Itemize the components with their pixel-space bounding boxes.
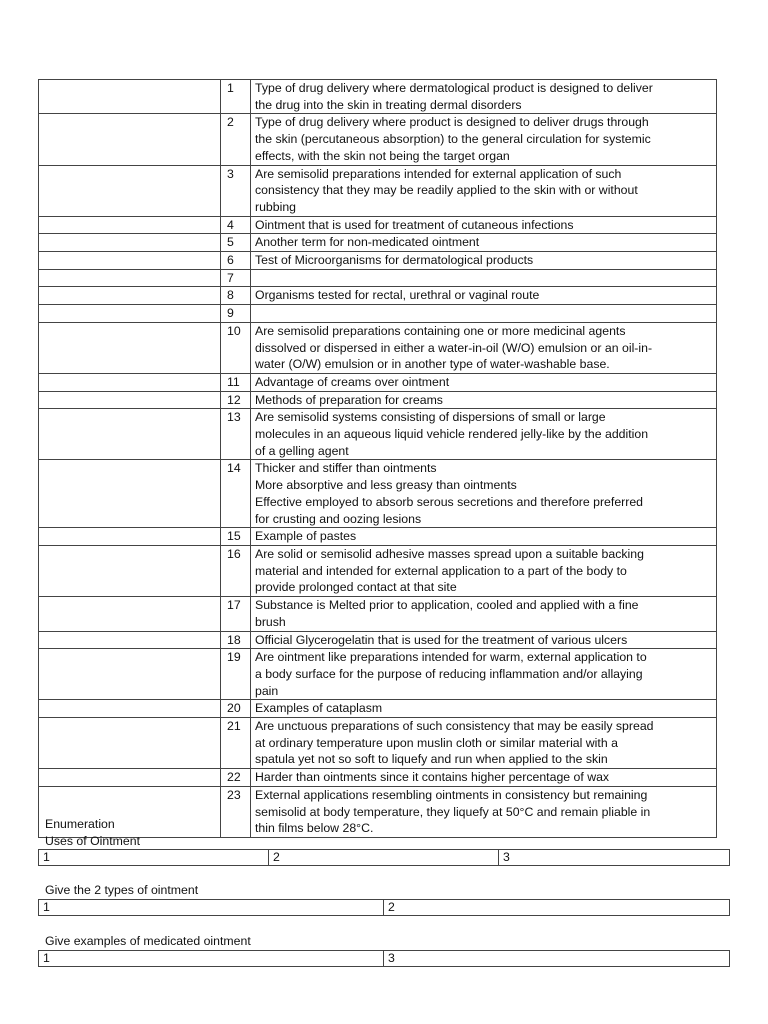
question-line: Organisms tested for rectal, urethral or vaginal route <box>255 288 540 303</box>
question-text <box>251 718 717 769</box>
question-line: Are ointment like preparations intended for warm, external application to <box>255 650 647 665</box>
medicated-ointment-label: Give examples of medicated ointment <box>45 934 251 948</box>
answer-cell[interactable]: 1 <box>39 900 384 916</box>
item-number: 9 <box>221 305 251 323</box>
table-row <box>39 951 730 967</box>
question-line: provide prolonged contact at that site <box>255 580 457 595</box>
table-row <box>39 850 730 866</box>
question-line: Another term for non-medicated ointment <box>255 235 480 250</box>
question-text <box>251 322 717 373</box>
question-line: pain <box>255 683 279 698</box>
question-text <box>251 409 717 460</box>
table-row <box>39 80 717 114</box>
question-line: consistency that they may be readily applied to the skin with or without <box>255 183 638 198</box>
question-line: Advantage of creams over ointment <box>255 374 450 389</box>
question-line: rubbing <box>255 199 297 214</box>
answer-cell[interactable] <box>39 234 221 252</box>
types-of-ointment-label: Give the 2 types of ointment <box>45 883 199 897</box>
question-line: Are unctuous preparations of such consistency that may be easily spread <box>255 719 654 734</box>
types-of-ointment-table <box>38 899 730 916</box>
table-row <box>39 216 717 234</box>
question-text <box>251 786 717 837</box>
question-line: Substance is Melted prior to application, cooled and applied with a fine <box>255 598 639 613</box>
answer-cell[interactable] <box>39 322 221 373</box>
question-line: Are solid or semisolid adhesive masses spread upon a suitable backing <box>255 546 644 561</box>
item-number: 6 <box>221 252 251 270</box>
table-row <box>39 597 717 631</box>
question-line: thin films below 28°C. <box>255 821 374 836</box>
table-row <box>39 900 730 916</box>
answer-cell[interactable] <box>39 373 221 391</box>
item-number: 19 <box>221 649 251 700</box>
question-line: for crusting and oozing lesions <box>255 511 422 526</box>
question-text <box>251 269 717 287</box>
answer-cell[interactable] <box>39 287 221 305</box>
table-row <box>39 391 717 409</box>
question-text <box>251 373 717 391</box>
table-row <box>39 631 717 649</box>
uses-of-ointment-table <box>38 849 730 866</box>
question-line: More absorptive and less greasy than ointments <box>255 478 517 493</box>
answer-cell[interactable] <box>39 649 221 700</box>
answer-cell[interactable] <box>39 80 221 114</box>
table-row <box>39 545 717 596</box>
answer-cell[interactable]: 3 <box>499 850 730 866</box>
item-number: 15 <box>221 528 251 546</box>
question-text <box>251 165 717 216</box>
question-line: Example of pastes <box>255 529 357 544</box>
answer-cell[interactable] <box>39 597 221 631</box>
answer-cell[interactable]: 1 <box>39 850 269 866</box>
table-row <box>39 786 717 837</box>
answer-cell[interactable] <box>39 460 221 528</box>
enumeration-heading: Enumeration <box>45 817 115 831</box>
question-line: Harder than ointments since it contains higher percentage of wax <box>255 770 610 785</box>
item-number: 8 <box>221 287 251 305</box>
question-line: dissolved or dispersed in either a water-in-oil (W/O) emulsion or an oil-in- <box>255 340 653 355</box>
item-number: 1 <box>221 80 251 114</box>
table-row <box>39 769 717 787</box>
answer-cell[interactable] <box>39 700 221 718</box>
question-line: of a gelling agent <box>255 443 349 458</box>
question-line: Are semisolid preparations intended for external application of such <box>255 166 622 181</box>
question-line: material and intended for external application to a part of the body to <box>255 563 627 578</box>
question-text <box>251 234 717 252</box>
uses-of-ointment-label: Uses of Ointment <box>45 834 140 848</box>
answer-cell[interactable] <box>39 409 221 460</box>
item-number: 16 <box>221 545 251 596</box>
question-text <box>251 252 717 270</box>
item-number: 7 <box>221 269 251 287</box>
question-text <box>251 80 717 114</box>
question-line: Test of Microorganisms for dermatological products <box>255 253 534 268</box>
question-line: Official Glycerogelatin that is used for the treatment of various ulcers <box>255 632 628 647</box>
answer-cell[interactable] <box>39 269 221 287</box>
answer-cell[interactable]: 1 <box>39 951 384 967</box>
table-row <box>39 409 717 460</box>
item-number: 3 <box>221 165 251 216</box>
question-text <box>251 216 717 234</box>
question-text <box>251 391 717 409</box>
item-number: 11 <box>221 373 251 391</box>
question-line: Examples of cataplasm <box>255 701 383 716</box>
question-line: spatula yet not so soft to liquefy and run when applied to the skin <box>255 752 608 767</box>
table-row <box>39 305 717 323</box>
question-text <box>251 287 717 305</box>
question-line: effects, with the skin not being the target organ <box>255 148 510 163</box>
question-line: Type of drug delivery where product is designed to deliver drugs through <box>255 115 649 130</box>
item-number: 2 <box>221 114 251 165</box>
question-line: Are semisolid systems consisting of dispersions of small or large <box>255 410 606 425</box>
table-row <box>39 528 717 546</box>
question-line: a body surface for the purpose of reducing inflammation and/or allaying <box>255 666 643 681</box>
question-text <box>251 114 717 165</box>
question-text <box>251 597 717 631</box>
table-row <box>39 322 717 373</box>
answer-cell[interactable]: 2 <box>269 850 499 866</box>
table-row <box>39 252 717 270</box>
question-line: Thicker and stiffer than ointments <box>255 461 437 476</box>
table-row <box>39 269 717 287</box>
answer-cell[interactable]: 2 <box>384 900 730 916</box>
table-row <box>39 649 717 700</box>
item-number: 22 <box>221 769 251 787</box>
question-line: Effective employed to absorb serous secretions and therefore preferred <box>255 494 644 509</box>
question-line: Type of drug delivery where dermatological product is designed to deliver <box>255 81 653 95</box>
question-line: the drug into the skin in treating dermal disorders <box>255 97 522 112</box>
answer-cell[interactable] <box>39 252 221 270</box>
question-text <box>251 700 717 718</box>
answer-cell[interactable]: 3 <box>384 951 730 967</box>
medicated-ointment-table <box>38 950 730 967</box>
item-number: 12 <box>221 391 251 409</box>
question-text <box>251 631 717 649</box>
question-line: brush <box>255 614 286 629</box>
table-row <box>39 700 717 718</box>
item-number: 21 <box>221 718 251 769</box>
item-number: 17 <box>221 597 251 631</box>
question-line: semisolid at body temperature, they liquefy at 50°C and remain pliable in <box>255 804 651 819</box>
question-text <box>251 305 717 323</box>
question-line: molecules in an aqueous liquid vehicle rendered jelly-like by the addition <box>255 427 649 442</box>
table-row <box>39 460 717 528</box>
item-number: 18 <box>221 631 251 649</box>
question-line: External applications resembling ointments in consistency but remaining <box>255 787 648 802</box>
question-line: water (O/W) emulsion or in another type of water-washable base. <box>255 357 610 372</box>
item-number: 10 <box>221 322 251 373</box>
answer-cell[interactable] <box>39 545 221 596</box>
table-row <box>39 373 717 391</box>
answer-cell[interactable] <box>39 391 221 409</box>
answer-cell[interactable] <box>39 305 221 323</box>
answer-cell[interactable] <box>39 114 221 165</box>
answer-cell[interactable] <box>39 528 221 546</box>
answer-cell[interactable] <box>39 165 221 216</box>
table-row <box>39 114 717 165</box>
answer-cell[interactable] <box>39 718 221 769</box>
question-text <box>251 545 717 596</box>
table-row <box>39 165 717 216</box>
answer-cell[interactable] <box>39 631 221 649</box>
table-row <box>39 287 717 305</box>
answer-cell[interactable] <box>39 769 221 787</box>
question-line: Methods of preparation for creams <box>255 392 443 407</box>
table-row <box>39 718 717 769</box>
question-line: the skin (percutaneous absorption) to the general circulation for systemic <box>255 132 651 147</box>
questions-table <box>38 79 717 838</box>
item-number: 20 <box>221 700 251 718</box>
question-text <box>251 649 717 700</box>
item-number: 4 <box>221 216 251 234</box>
answer-cell[interactable] <box>39 216 221 234</box>
question-line: Ointment that is used for treatment of cutaneous infections <box>255 217 574 232</box>
item-number: 5 <box>221 234 251 252</box>
item-number: 13 <box>221 409 251 460</box>
question-text <box>251 769 717 787</box>
question-line: at ordinary temperature upon muslin cloth or similar material with a <box>255 735 618 750</box>
table-row <box>39 234 717 252</box>
item-number: 23 <box>221 786 251 837</box>
item-number: 14 <box>221 460 251 528</box>
questions-table-body <box>39 80 717 838</box>
question-line: Are semisolid preparations containing one or more medicinal agents <box>255 323 626 338</box>
question-text <box>251 528 717 546</box>
question-text <box>251 460 717 528</box>
